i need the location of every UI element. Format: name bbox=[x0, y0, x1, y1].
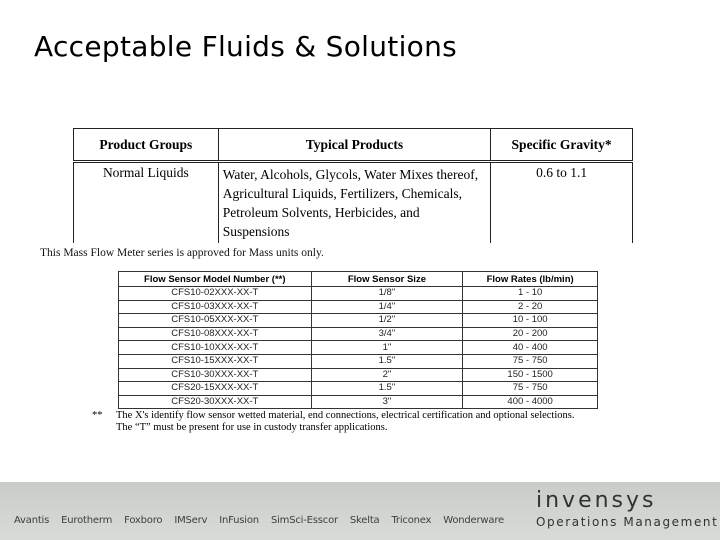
footnote-line-2: The “T” must be present for use in custody transfer applications. bbox=[116, 422, 388, 433]
cell-sensor-size: 3/4" bbox=[311, 327, 463, 341]
footnote-mark: ** bbox=[92, 410, 103, 421]
cell-model-number: CFS10-08XXX-XX-T bbox=[119, 327, 312, 341]
table-row bbox=[119, 382, 598, 396]
brand-eurotherm: Eurotherm bbox=[61, 515, 113, 526]
table-row bbox=[74, 162, 633, 244]
table-row bbox=[119, 395, 598, 409]
products-line-2: Agricultural Liquids, Fertilizers, Chemicals, bbox=[222, 186, 462, 201]
cell-typical-products bbox=[218, 162, 490, 244]
flow-sensor-table bbox=[118, 271, 598, 409]
cell-model-number: CFS10-30XXX-XX-T bbox=[119, 368, 312, 382]
mass-units-note: This Mass Flow Meter series is approved for Mass units only. bbox=[40, 247, 324, 259]
slide-title: Acceptable Fluids & Solutions bbox=[34, 30, 458, 63]
fluids-table-header-row bbox=[74, 129, 633, 162]
cell-model-number: CFS10-15XXX-XX-T bbox=[119, 354, 312, 368]
cell-sensor-size: 3" bbox=[311, 395, 463, 409]
cell-flow-rate: 40 - 400 bbox=[463, 341, 598, 355]
footer-band bbox=[0, 482, 720, 540]
cell-model-number: CFS20-15XXX-XX-T bbox=[119, 382, 312, 396]
header-model-number: Flow Sensor Model Number (**) bbox=[119, 272, 312, 287]
cell-sensor-size: 1/4" bbox=[311, 300, 463, 314]
cell-sensor-size: 2" bbox=[311, 368, 463, 382]
brand-foxboro: Foxboro bbox=[124, 515, 163, 526]
flow-sensor-rows bbox=[119, 287, 598, 409]
table-row bbox=[119, 341, 598, 355]
brand-skelta: Skelta bbox=[349, 515, 380, 526]
table-row bbox=[119, 327, 598, 341]
cell-specific-gravity: 0.6 to 1.1 bbox=[491, 162, 633, 244]
cell-flow-rate: 10 - 100 bbox=[463, 314, 598, 328]
table-row bbox=[119, 354, 598, 368]
cell-model-number: CFS10-02XXX-XX-T bbox=[119, 287, 312, 301]
brand-triconex: Triconex bbox=[391, 515, 432, 526]
cell-flow-rate: 150 - 1500 bbox=[463, 368, 598, 382]
brand-wonderware: Wonderware bbox=[443, 515, 504, 526]
cell-product-group: Normal Liquids bbox=[74, 162, 219, 244]
logo-subtitle: Operations Management bbox=[536, 515, 719, 529]
table-row bbox=[119, 287, 598, 301]
header-sensor-size: Flow Sensor Size bbox=[311, 272, 463, 287]
cell-model-number: CFS10-10XXX-XX-T bbox=[119, 341, 312, 355]
cell-sensor-size: 1.5" bbox=[311, 382, 463, 396]
brand-simsci-esscor: SimSci-Esscor bbox=[270, 515, 338, 526]
brand-infusion: InFusion bbox=[219, 515, 259, 526]
fluids-table bbox=[73, 128, 633, 243]
table-row bbox=[119, 368, 598, 382]
cell-flow-rate: 2 - 20 bbox=[463, 300, 598, 314]
cell-sensor-size: 1.5" bbox=[311, 354, 463, 368]
header-specific-gravity: Specific Gravity* bbox=[491, 129, 633, 162]
cell-sensor-size: 1/2" bbox=[311, 314, 463, 328]
flow-sensor-header-row bbox=[119, 272, 598, 287]
brand-list bbox=[14, 515, 504, 526]
cell-flow-rate: 1 - 10 bbox=[463, 287, 598, 301]
cell-flow-rate: 400 - 4000 bbox=[463, 395, 598, 409]
cell-sensor-size: 1" bbox=[311, 341, 463, 355]
table-row bbox=[119, 314, 598, 328]
cell-flow-rate: 75 - 750 bbox=[463, 354, 598, 368]
brand-imserv: IMServ bbox=[174, 515, 208, 526]
cell-model-number: CFS10-05XXX-XX-T bbox=[119, 314, 312, 328]
header-product-groups: Product Groups bbox=[74, 129, 219, 162]
brand-avantis: Avantis bbox=[14, 515, 50, 526]
cell-flow-rate: 20 - 200 bbox=[463, 327, 598, 341]
header-flow-rates: Flow Rates (lb/min) bbox=[463, 272, 598, 287]
cell-model-number: CFS20-30XXX-XX-T bbox=[119, 395, 312, 409]
cell-model-number: CFS10-03XXX-XX-T bbox=[119, 300, 312, 314]
cell-sensor-size: 1/8" bbox=[311, 287, 463, 301]
footnote-line-1: The X's identify flow sensor wetted material, end connections, electrical certification and optional selections. bbox=[116, 410, 575, 421]
cell-flow-rate: 75 - 750 bbox=[463, 382, 598, 396]
header-typical-products: Typical Products bbox=[218, 129, 490, 162]
table-row bbox=[119, 300, 598, 314]
products-line-1: Water, Alcohols, Glycols, Water Mixes thereof, bbox=[222, 167, 479, 182]
invensys-logo: invensys bbox=[536, 488, 657, 513]
products-line-3: Petroleum Solvents, Herbicides, and Suspensions bbox=[222, 205, 420, 239]
